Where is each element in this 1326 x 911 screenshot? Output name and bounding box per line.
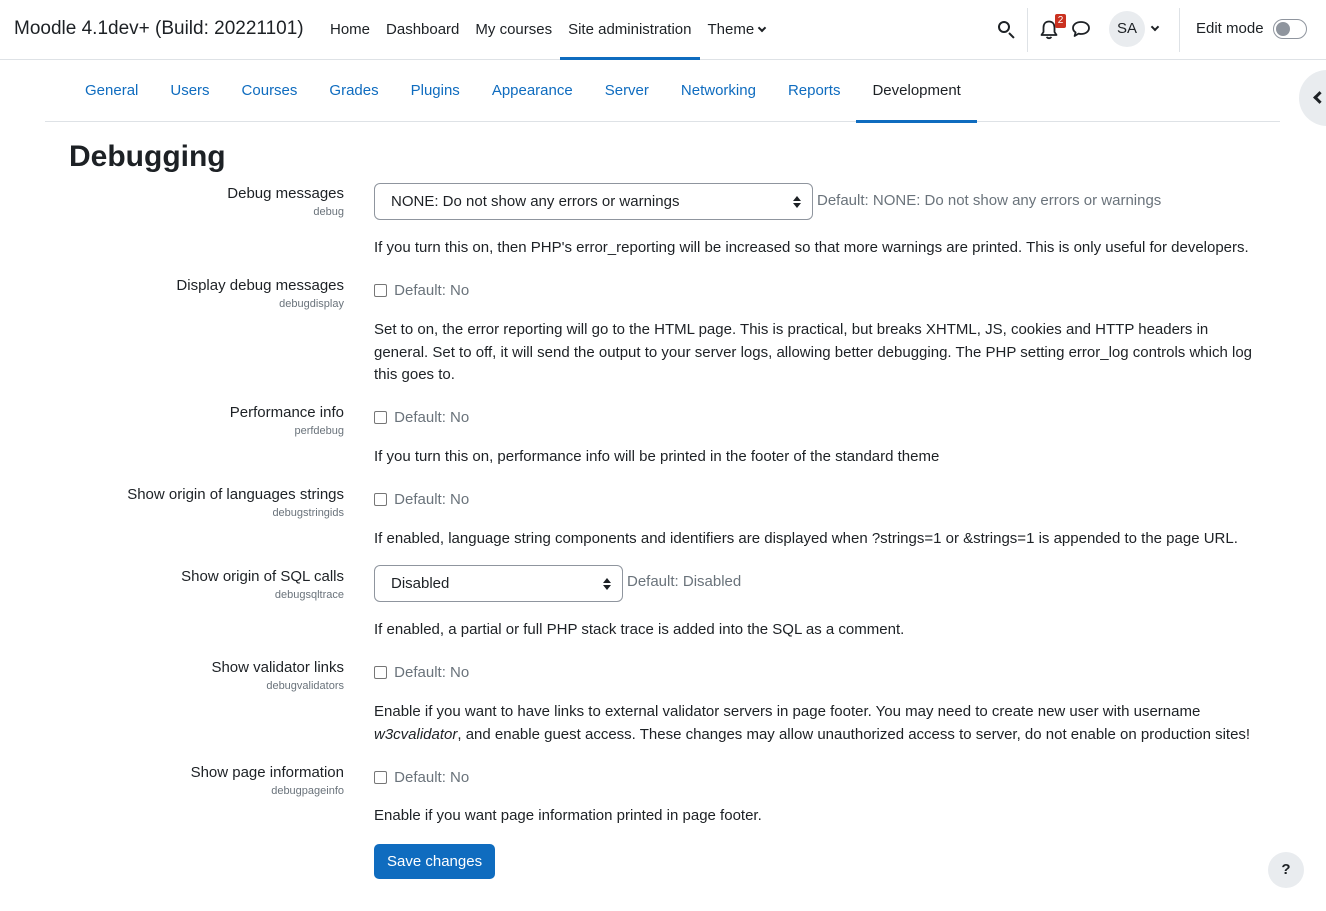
description-text: , and enable guest access. These changes may allow unauthorized access to server, do not enable on production sites!: [457, 725, 1251, 743]
description-text: Enable if you want to have links to external validator servers in page footer. You may need to create new user with username: [374, 703, 1201, 720]
setting-name: debugvalidators: [266, 680, 344, 692]
setting-label: Show origin of languages strings: [127, 486, 344, 503]
toggle-knob: [1276, 22, 1290, 36]
user-menu-chevron-down-icon[interactable]: [1151, 23, 1159, 31]
display-debug-checkbox[interactable]: [374, 284, 387, 297]
tab-development[interactable]: Development: [856, 62, 976, 122]
tab-general[interactable]: General: [85, 82, 139, 99]
notifications-bell-icon[interactable]: [1040, 15, 1064, 42]
tab-grades[interactable]: Grades: [329, 82, 379, 99]
setting-label: Performance info: [229, 404, 344, 421]
setting-default: Default: No: [394, 409, 470, 426]
nav-theme-dropdown[interactable]: [700, 0, 774, 60]
setting-name: debugpageinfo: [271, 785, 344, 797]
nav-dashboard[interactable]: Dashboard: [386, 21, 460, 38]
select-value: Disabled: [391, 575, 450, 592]
messages-chat-icon[interactable]: [1071, 20, 1093, 40]
setting-description: If you turn this on, performance info will be printed in the footer of the standard theme: [374, 448, 940, 465]
navbar-divider: [1027, 8, 1028, 52]
navbar-divider: [1179, 8, 1180, 52]
nav-site-administration[interactable]: Site administration: [560, 0, 699, 60]
setting-default: Default: No: [394, 491, 470, 508]
setting-description: Enable if you want page information printed in page footer.: [374, 807, 762, 824]
setting-name: perfdebug: [294, 425, 344, 437]
setting-name: debugsqltrace: [274, 589, 344, 601]
secondary-navigation: [45, 62, 1280, 122]
setting-description: [374, 701, 1254, 746]
chevron-down-icon: [758, 24, 766, 32]
site-brand[interactable]: Moodle 4.1dev+ (Build: 20221101): [14, 18, 304, 39]
setting-description: If enabled, a partial or full PHP stack trace is added into the SQL as a comment.: [374, 621, 905, 638]
edit-mode-label: Edit mode: [1196, 20, 1264, 37]
search-icon[interactable]: [996, 19, 1018, 41]
setting-default: Default: No: [394, 664, 470, 681]
setting-label: Debug messages: [227, 185, 344, 202]
tab-courses[interactable]: Courses: [241, 82, 298, 99]
select-arrows-icon: [603, 578, 611, 590]
nav-theme-label: Theme: [707, 21, 755, 38]
tab-server[interactable]: Server: [604, 82, 649, 99]
tab-users[interactable]: Users: [170, 82, 210, 99]
setting-default: Default: Disabled: [627, 573, 742, 590]
select-value: NONE: Do not show any errors or warnings: [391, 193, 680, 210]
setting-label: Show validator links: [211, 659, 344, 676]
setting-name: debug: [313, 206, 344, 218]
page-info-checkbox[interactable]: [374, 771, 387, 784]
validator-links-checkbox[interactable]: [374, 666, 387, 679]
setting-label: Display debug messages: [176, 277, 344, 294]
top-navbar: [0, 0, 1326, 60]
performance-info-checkbox[interactable]: [374, 411, 387, 424]
setting-default: Default: NONE: Do not show any errors or warnings: [817, 192, 1162, 209]
setting-name: debugdisplay: [279, 298, 344, 310]
setting-label: Show page information: [190, 764, 344, 781]
select-arrows-icon: [793, 196, 801, 208]
nav-my-courses[interactable]: My courses: [475, 21, 553, 38]
user-avatar[interactable]: SA: [1109, 11, 1145, 47]
username-emphasis: w3cvalidator: [374, 725, 458, 743]
setting-description: If enabled, language string components and identifiers are displayed when ?strings=1 or &strings=1 is appended to the page URL.: [374, 530, 1238, 547]
sql-trace-select[interactable]: [374, 565, 623, 602]
setting-description: If you turn this on, then PHP's error_reporting will be increased so that more warnings are printed. This is only useful for developers.: [374, 239, 1249, 256]
page-title: Debugging: [69, 140, 226, 173]
tab-plugins[interactable]: Plugins: [410, 82, 460, 99]
edit-mode-toggle[interactable]: [1273, 19, 1307, 39]
save-changes-button[interactable]: Save changes: [374, 844, 495, 879]
primary-navigation: [322, 0, 773, 60]
debug-messages-select[interactable]: [374, 183, 813, 220]
tab-networking[interactable]: Networking: [680, 82, 756, 99]
setting-label: Show origin of SQL calls: [181, 568, 344, 585]
chevron-left-icon: [1313, 91, 1326, 104]
tab-reports[interactable]: Reports: [787, 82, 841, 99]
tab-appearance[interactable]: Appearance: [491, 82, 573, 99]
notification-count-badge: 2: [1055, 14, 1066, 28]
setting-description: Set to on, the error reporting will go to the HTML page. This is practical, but breaks XHTML, JS, cookies and HTTP headers in general. Set to off, it will send the output to your server logs, allowing better debugging. The PHP setting error_log controls which log this goes to.: [374, 321, 1253, 383]
nav-home[interactable]: Home: [330, 21, 371, 38]
setting-default: Default: No: [394, 769, 470, 786]
help-question-icon[interactable]: ?: [1268, 852, 1304, 888]
open-block-drawer-button[interactable]: [1299, 70, 1326, 126]
setting-default: Default: No: [394, 282, 470, 299]
string-origin-checkbox[interactable]: [374, 493, 387, 506]
setting-name: debugstringids: [272, 507, 344, 519]
